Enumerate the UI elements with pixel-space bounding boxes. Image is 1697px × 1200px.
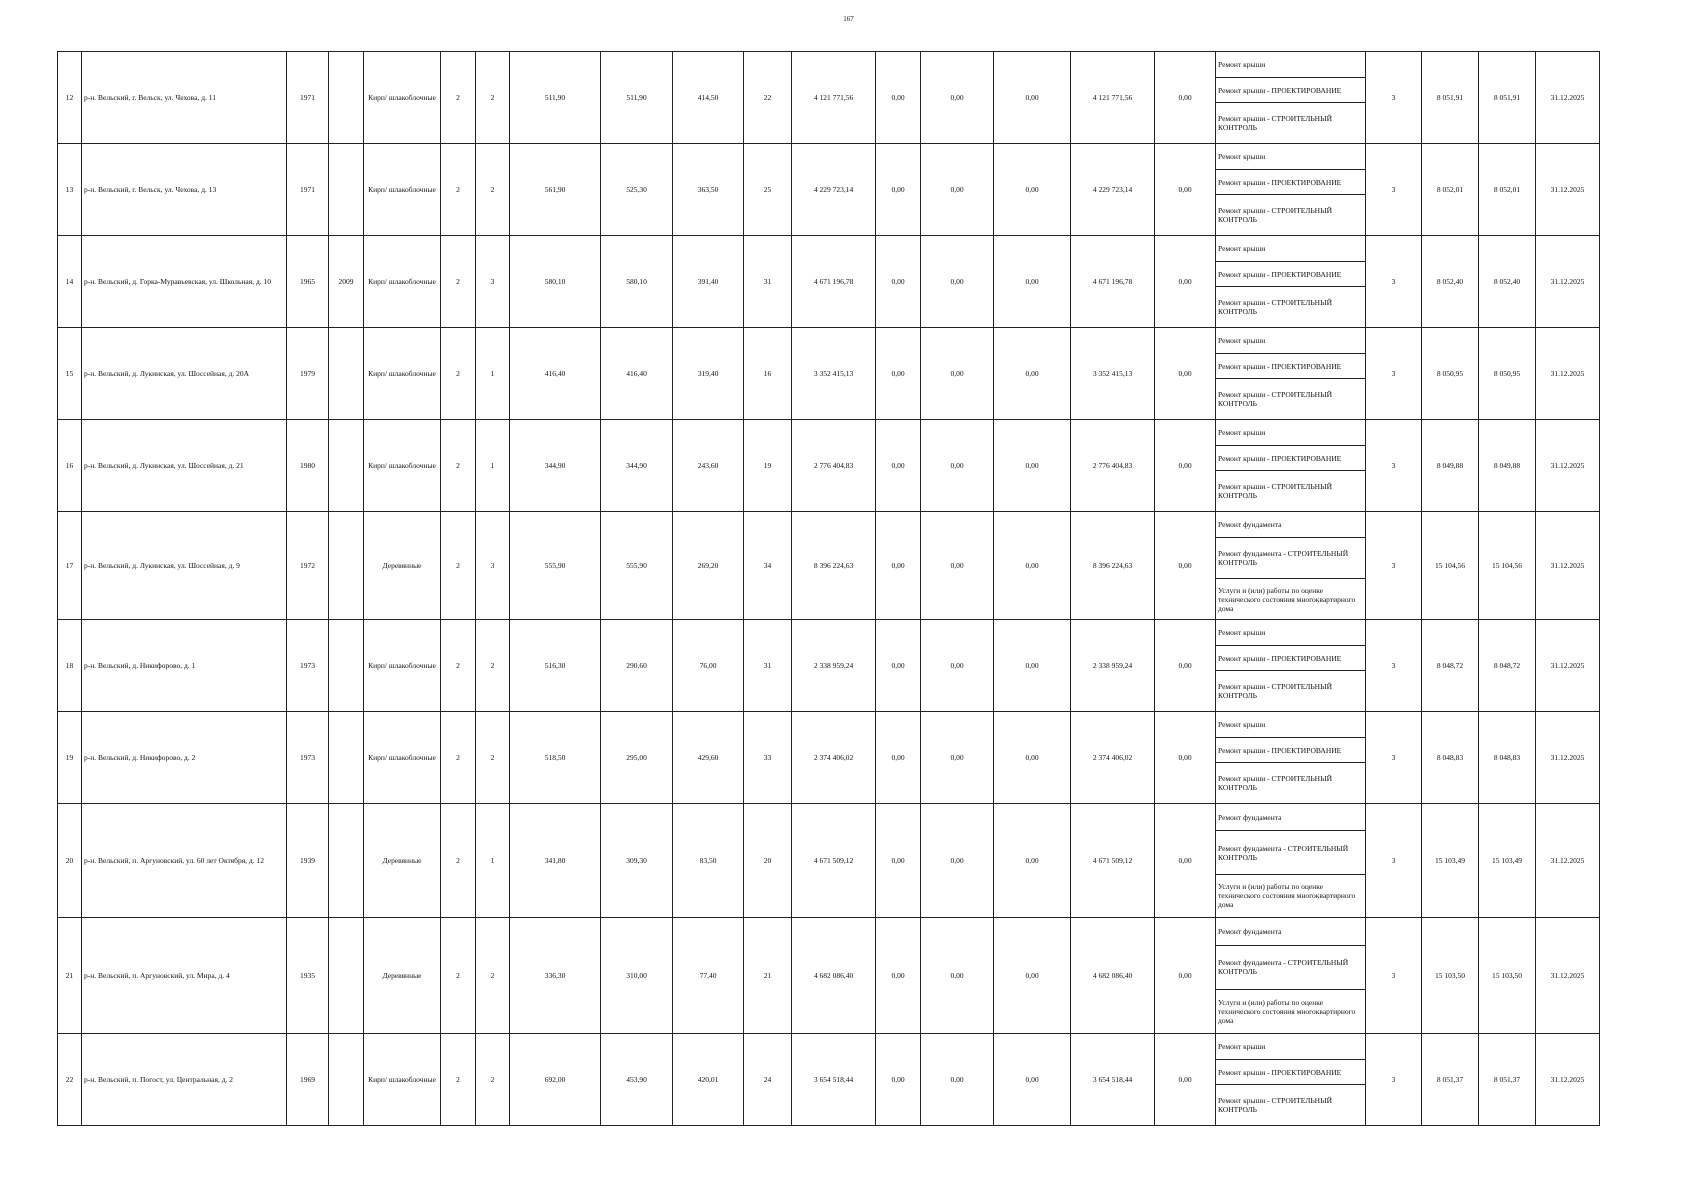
fund-federal-cell: 0,00 [876, 804, 921, 918]
unit-count-cell: 3 [1366, 918, 1422, 1034]
entrances-cell: 1 [476, 804, 510, 918]
unit-count-cell: 3 [1366, 712, 1422, 804]
max-unit-cost-cell: 15 103,50 [1479, 918, 1536, 1034]
year-repair-cell [329, 620, 364, 712]
unit-cost-cell: 15 103,49 [1422, 804, 1479, 918]
fund-owners-cell: 4 671 509,12 [1071, 804, 1155, 918]
work-type: Ремонт крыши [1218, 151, 1266, 161]
address-cell: р-н. Вельский, п. Аргуновский, ул. Мира, д. 4 [82, 918, 287, 1034]
fund-federal-cell: 0,00 [876, 144, 921, 236]
work-type: Ремонт крыши - ПРОЕКТИРОВАНИЕ [1216, 77, 1365, 103]
area-premises-cell: 290,60 [601, 620, 673, 712]
residents-cell: 25 [744, 144, 792, 236]
area-premises-cell: 511,90 [601, 52, 673, 144]
work-type: Ремонт крыши - ПРОЕКТИРОВАНИЕ [1216, 445, 1365, 471]
table-row [58, 420, 1600, 512]
unit-count-cell: 3 [1366, 52, 1422, 144]
fund-federal-cell: 0,00 [876, 52, 921, 144]
wall-material-cell: Деревянные [364, 804, 441, 918]
row-number-cell: 19 [58, 712, 82, 804]
area-total-cell: 341,80 [510, 804, 601, 918]
work-type: Ремонт крыши - ПРОЕКТИРОВАНИЕ [1216, 353, 1365, 379]
residents-cell: 33 [744, 712, 792, 804]
work-type: Услуги и (или) работы по оценке технического состояния многоквартирного дома [1216, 989, 1365, 1033]
address-cell: р-н. Вельский, г. Вельск, ул. Чехова, д. 11 [82, 52, 287, 144]
fund-regional-cell: 0,00 [921, 52, 994, 144]
work-type: Ремонт фундамента [1218, 926, 1282, 936]
work-type: Ремонт крыши - СТРОИТЕЛЬНЫЙ КОНТРОЛЬ [1216, 102, 1365, 143]
works-cell [1216, 328, 1366, 420]
fund-owners-cell: 2 374 406,02 [1071, 712, 1155, 804]
year-built-cell: 1980 [287, 420, 329, 512]
fund-other-cell: 0,00 [1155, 52, 1216, 144]
max-unit-cost-cell: 8 048,83 [1479, 712, 1536, 804]
residents-cell: 16 [744, 328, 792, 420]
work-type: Ремонт фундамента - СТРОИТЕЛЬНЫЙ КОНТРОЛЬ [1216, 830, 1365, 873]
fund-regional-cell: 0,00 [921, 420, 994, 512]
fund-other-cell: 0,00 [1155, 712, 1216, 804]
cost-total-cell: 4 229 723,14 [792, 144, 876, 236]
cost-total-cell: 2 374 406,02 [792, 712, 876, 804]
unit-cost-cell: 15 103,50 [1422, 918, 1479, 1034]
year-repair-cell [329, 804, 364, 918]
residents-cell: 34 [744, 512, 792, 620]
area-premises-cell: 310,00 [601, 918, 673, 1034]
cost-total-cell: 4 671 509,12 [792, 804, 876, 918]
work-type: Ремонт крыши - ПРОЕКТИРОВАНИЕ [1216, 261, 1365, 287]
fund-federal-cell: 0,00 [876, 620, 921, 712]
entrances-cell: 1 [476, 420, 510, 512]
work-type: Ремонт крыши [1218, 627, 1266, 637]
year-repair-cell [329, 420, 364, 512]
work-type: Ремонт крыши - СТРОИТЕЛЬНЫЙ КОНТРОЛЬ [1216, 378, 1365, 419]
year-repair-cell [329, 328, 364, 420]
unit-count-cell: 3 [1366, 420, 1422, 512]
floors-cell: 2 [441, 328, 476, 420]
max-unit-cost-cell: 8 049,88 [1479, 420, 1536, 512]
residents-cell: 19 [744, 420, 792, 512]
row-number-cell: 20 [58, 804, 82, 918]
entrances-cell: 3 [476, 512, 510, 620]
row-number-cell: 17 [58, 512, 82, 620]
work-type: Ремонт фундамента [1218, 520, 1282, 529]
address-cell: р-н. Вельский, д. Лукинская, ул. Шоссейная, д. 9 [82, 512, 287, 620]
unit-count-cell: 3 [1366, 328, 1422, 420]
year-repair-cell [329, 512, 364, 620]
unit-cost-cell: 8 050,95 [1422, 328, 1479, 420]
address-cell: р-н. Вельский, г. Вельск, ул. Чехова, д. 13 [82, 144, 287, 236]
work-type: Ремонт крыши - ПРОЕКТИРОВАНИЕ [1216, 737, 1365, 763]
max-unit-cost-cell: 8 052,40 [1479, 236, 1536, 328]
deadline-cell: 31.12.2025 [1536, 1034, 1600, 1126]
deadline-cell: 31.12.2025 [1536, 918, 1600, 1034]
residents-cell: 31 [744, 620, 792, 712]
area-premises-cell: 453,90 [601, 1034, 673, 1126]
floors-cell: 2 [441, 620, 476, 712]
table-row [58, 804, 1600, 918]
work-type: Ремонт крыши [1218, 335, 1266, 345]
fund-other-cell: 0,00 [1155, 328, 1216, 420]
floors-cell: 2 [441, 420, 476, 512]
area-residential-cell: 420,01 [673, 1034, 744, 1126]
entrances-cell: 2 [476, 620, 510, 712]
work-type: Ремонт крыши - СТРОИТЕЛЬНЫЙ КОНТРОЛЬ [1216, 762, 1365, 803]
fund-local-cell: 0,00 [994, 512, 1071, 620]
wall-material-cell: Кирп/ шлакоблочные [364, 620, 441, 712]
max-unit-cost-cell: 8 051,91 [1479, 52, 1536, 144]
unit-cost-cell: 8 048,72 [1422, 620, 1479, 712]
table-row [58, 1034, 1600, 1126]
max-unit-cost-cell: 8 051,37 [1479, 1034, 1536, 1126]
area-total-cell: 516,30 [510, 620, 601, 712]
residents-cell: 24 [744, 1034, 792, 1126]
work-type: Ремонт крыши [1218, 59, 1266, 69]
address-cell: р-н. Вельский, д. Горка-Муравьевская, ул. Школьная, д. 10 [82, 236, 287, 328]
unit-count-cell: 3 [1366, 144, 1422, 236]
fund-federal-cell: 0,00 [876, 918, 921, 1034]
fund-regional-cell: 0,00 [921, 512, 994, 620]
unit-cost-cell: 8 049,88 [1422, 420, 1479, 512]
wall-material-cell: Кирп/ шлакоблочные [364, 52, 441, 144]
work-type: Ремонт крыши - ПРОЕКТИРОВАНИЕ [1216, 645, 1365, 671]
address-cell: р-н. Вельский, д. Лукинская, ул. Шоссейная, д. 20А [82, 328, 287, 420]
residents-cell: 22 [744, 52, 792, 144]
area-total-cell: 580,10 [510, 236, 601, 328]
area-residential-cell: 414,50 [673, 52, 744, 144]
year-built-cell: 1973 [287, 620, 329, 712]
work-type: Ремонт крыши - ПРОЕКТИРОВАНИЕ [1216, 1059, 1365, 1085]
work-type: Ремонт крыши - СТРОИТЕЛЬНЫЙ КОНТРОЛЬ [1216, 470, 1365, 511]
address-cell: р-н. Вельский, п. Аргуновский, ул. 60 лет Октября, д. 12 [82, 804, 287, 918]
fund-local-cell: 0,00 [994, 328, 1071, 420]
year-repair-cell [329, 144, 364, 236]
address-cell: р-н. Вельский, д. Лукинская, ул. Шоссейная, д. 21 [82, 420, 287, 512]
deadline-cell: 31.12.2025 [1536, 328, 1600, 420]
works-cell [1216, 712, 1366, 804]
row-number-cell: 16 [58, 420, 82, 512]
fund-owners-cell: 8 396 224,63 [1071, 512, 1155, 620]
table-row [58, 918, 1600, 1034]
row-number-cell: 12 [58, 52, 82, 144]
address-cell: р-н. Вельский, п. Погост, ул. Центральная, д. 2 [82, 1034, 287, 1126]
row-number-cell: 21 [58, 918, 82, 1034]
fund-owners-cell: 4 121 771,56 [1071, 52, 1155, 144]
fund-owners-cell: 3 352 415,13 [1071, 328, 1155, 420]
area-premises-cell: 344,90 [601, 420, 673, 512]
fund-owners-cell: 4 229 723,14 [1071, 144, 1155, 236]
table-row [58, 144, 1600, 236]
entrances-cell: 2 [476, 918, 510, 1034]
year-repair-cell [329, 1034, 364, 1126]
floors-cell: 2 [441, 236, 476, 328]
unit-cost-cell: 8 051,37 [1422, 1034, 1479, 1126]
works-cell [1216, 512, 1366, 620]
entrances-cell: 2 [476, 52, 510, 144]
deadline-cell: 31.12.2025 [1536, 236, 1600, 328]
area-residential-cell: 363,50 [673, 144, 744, 236]
floors-cell: 2 [441, 712, 476, 804]
unit-cost-cell: 8 051,91 [1422, 52, 1479, 144]
unit-cost-cell: 8 048,83 [1422, 712, 1479, 804]
area-residential-cell: 429,60 [673, 712, 744, 804]
unit-count-cell: 3 [1366, 1034, 1422, 1126]
cost-total-cell: 3 654 518,44 [792, 1034, 876, 1126]
table-row [58, 52, 1600, 144]
address-cell: р-н. Вельский, д. Никифорово, д. 1 [82, 620, 287, 712]
fund-local-cell: 0,00 [994, 144, 1071, 236]
fund-other-cell: 0,00 [1155, 1034, 1216, 1126]
area-total-cell: 555,90 [510, 512, 601, 620]
unit-cost-cell: 8 052,40 [1422, 236, 1479, 328]
works-cell [1216, 420, 1366, 512]
area-total-cell: 511,90 [510, 52, 601, 144]
floors-cell: 2 [441, 52, 476, 144]
unit-count-cell: 3 [1366, 620, 1422, 712]
wall-material-cell: Кирп/ шлакоблочные [364, 236, 441, 328]
wall-material-cell: Кирп/ шлакоблочные [364, 712, 441, 804]
work-type: Ремонт крыши [1218, 243, 1266, 253]
area-residential-cell: 77,40 [673, 918, 744, 1034]
deadline-cell: 31.12.2025 [1536, 804, 1600, 918]
year-built-cell: 1965 [287, 236, 329, 328]
max-unit-cost-cell: 15 104,56 [1479, 512, 1536, 620]
deadline-cell: 31.12.2025 [1536, 712, 1600, 804]
work-type: Ремонт крыши - СТРОИТЕЛЬНЫЙ КОНТРОЛЬ [1216, 1084, 1365, 1125]
entrances-cell: 1 [476, 328, 510, 420]
works-cell [1216, 804, 1366, 918]
fund-federal-cell: 0,00 [876, 328, 921, 420]
area-premises-cell: 580,10 [601, 236, 673, 328]
fund-regional-cell: 0,00 [921, 804, 994, 918]
cost-total-cell: 4 121 771,56 [792, 52, 876, 144]
row-number-cell: 22 [58, 1034, 82, 1126]
fund-local-cell: 0,00 [994, 1034, 1071, 1126]
cost-total-cell: 4 682 086,40 [792, 918, 876, 1034]
fund-local-cell: 0,00 [994, 420, 1071, 512]
area-premises-cell: 416,40 [601, 328, 673, 420]
cost-total-cell: 4 671 196,78 [792, 236, 876, 328]
fund-regional-cell: 0,00 [921, 712, 994, 804]
year-built-cell: 1969 [287, 1034, 329, 1126]
work-type: Ремонт фундамента - СТРОИТЕЛЬНЫЙ КОНТРОЛЬ [1216, 945, 1365, 989]
floors-cell: 2 [441, 918, 476, 1034]
area-residential-cell: 243,60 [673, 420, 744, 512]
fund-regional-cell: 0,00 [921, 236, 994, 328]
area-total-cell: 692,00 [510, 1034, 601, 1126]
work-type: Ремонт крыши - СТРОИТЕЛЬНЫЙ КОНТРОЛЬ [1216, 286, 1365, 327]
fund-other-cell: 0,00 [1155, 420, 1216, 512]
work-type: Ремонт крыши - СТРОИТЕЛЬНЫЙ КОНТРОЛЬ [1216, 194, 1365, 235]
area-premises-cell: 525,30 [601, 144, 673, 236]
year-repair-cell: 2009 [329, 236, 364, 328]
area-residential-cell: 319,40 [673, 328, 744, 420]
year-built-cell: 1972 [287, 512, 329, 620]
fund-owners-cell: 2 338 959,24 [1071, 620, 1155, 712]
entrances-cell: 3 [476, 236, 510, 328]
year-built-cell: 1935 [287, 918, 329, 1034]
year-repair-cell [329, 52, 364, 144]
residents-cell: 31 [744, 236, 792, 328]
fund-other-cell: 0,00 [1155, 236, 1216, 328]
year-built-cell: 1971 [287, 144, 329, 236]
area-residential-cell: 269,20 [673, 512, 744, 620]
year-repair-cell [329, 918, 364, 1034]
area-residential-cell: 83,50 [673, 804, 744, 918]
entrances-cell: 2 [476, 144, 510, 236]
fund-federal-cell: 0,00 [876, 420, 921, 512]
fund-owners-cell: 2 776 404,83 [1071, 420, 1155, 512]
works-cell [1216, 52, 1366, 144]
max-unit-cost-cell: 8 048,72 [1479, 620, 1536, 712]
table-row [58, 620, 1600, 712]
fund-regional-cell: 0,00 [921, 144, 994, 236]
floors-cell: 2 [441, 512, 476, 620]
wall-material-cell: Кирп/ шлакоблочные [364, 420, 441, 512]
table-row [58, 512, 1600, 620]
works-cell [1216, 620, 1366, 712]
fund-local-cell: 0,00 [994, 712, 1071, 804]
deadline-cell: 31.12.2025 [1536, 52, 1600, 144]
max-unit-cost-cell: 15 103,49 [1479, 804, 1536, 918]
fund-federal-cell: 0,00 [876, 236, 921, 328]
fund-other-cell: 0,00 [1155, 512, 1216, 620]
unit-cost-cell: 15 104,56 [1422, 512, 1479, 620]
works-cell [1216, 1034, 1366, 1126]
table-row [58, 236, 1600, 328]
deadline-cell: 31.12.2025 [1536, 144, 1600, 236]
work-type: Услуги и (или) работы по оценке технического состояния многоквартирного дома [1216, 578, 1365, 619]
fund-local-cell: 0,00 [994, 804, 1071, 918]
fund-other-cell: 0,00 [1155, 144, 1216, 236]
fund-other-cell: 0,00 [1155, 804, 1216, 918]
area-total-cell: 336,30 [510, 918, 601, 1034]
row-number-cell: 18 [58, 620, 82, 712]
fund-federal-cell: 0,00 [876, 1034, 921, 1126]
works-cell [1216, 918, 1366, 1034]
entrances-cell: 2 [476, 712, 510, 804]
max-unit-cost-cell: 8 052,01 [1479, 144, 1536, 236]
wall-material-cell: Деревянные [364, 918, 441, 1034]
fund-federal-cell: 0,00 [876, 712, 921, 804]
fund-federal-cell: 0,00 [876, 512, 921, 620]
year-built-cell: 1971 [287, 52, 329, 144]
area-total-cell: 561,90 [510, 144, 601, 236]
row-number-cell: 15 [58, 328, 82, 420]
area-total-cell: 518,50 [510, 712, 601, 804]
cost-total-cell: 2 776 404,83 [792, 420, 876, 512]
fund-local-cell: 0,00 [994, 52, 1071, 144]
area-premises-cell: 295,00 [601, 712, 673, 804]
cost-total-cell: 3 352 415,13 [792, 328, 876, 420]
fund-owners-cell: 4 671 196,78 [1071, 236, 1155, 328]
floors-cell: 2 [441, 144, 476, 236]
wall-material-cell: Кирп/ шлакоблочные [364, 144, 441, 236]
works-cell [1216, 236, 1366, 328]
area-residential-cell: 76,00 [673, 620, 744, 712]
deadline-cell: 31.12.2025 [1536, 620, 1600, 712]
work-type: Ремонт крыши [1218, 719, 1266, 729]
fund-other-cell: 0,00 [1155, 620, 1216, 712]
cost-total-cell: 8 396 224,63 [792, 512, 876, 620]
deadline-cell: 31.12.2025 [1536, 512, 1600, 620]
works-cell [1216, 144, 1366, 236]
repair-program-table [57, 51, 1600, 1126]
area-total-cell: 416,40 [510, 328, 601, 420]
deadline-cell: 31.12.2025 [1536, 420, 1600, 512]
work-type: Ремонт крыши - ПРОЕКТИРОВАНИЕ [1216, 169, 1365, 195]
year-built-cell: 1979 [287, 328, 329, 420]
cost-total-cell: 2 338 959,24 [792, 620, 876, 712]
fund-local-cell: 0,00 [994, 236, 1071, 328]
fund-owners-cell: 3 654 518,44 [1071, 1034, 1155, 1126]
fund-owners-cell: 4 682 086,40 [1071, 918, 1155, 1034]
unit-count-cell: 3 [1366, 804, 1422, 918]
address-cell: р-н. Вельский, д. Никифорово, д. 2 [82, 712, 287, 804]
fund-local-cell: 0,00 [994, 918, 1071, 1034]
fund-regional-cell: 0,00 [921, 620, 994, 712]
wall-material-cell: Деревянные [364, 512, 441, 620]
area-residential-cell: 391,40 [673, 236, 744, 328]
area-premises-cell: 309,30 [601, 804, 673, 918]
fund-regional-cell: 0,00 [921, 1034, 994, 1126]
entrances-cell: 2 [476, 1034, 510, 1126]
work-type: Ремонт крыши [1218, 427, 1266, 437]
wall-material-cell: Кирп/ шлакоблочные [364, 1034, 441, 1126]
page-number: 167 [843, 15, 854, 23]
fund-local-cell: 0,00 [994, 620, 1071, 712]
fund-regional-cell: 0,00 [921, 918, 994, 1034]
year-built-cell: 1973 [287, 712, 329, 804]
work-type: Услуги и (или) работы по оценке технического состояния многоквартирного дома [1216, 874, 1365, 917]
unit-count-cell: 3 [1366, 512, 1422, 620]
row-number-cell: 14 [58, 236, 82, 328]
work-type: Ремонт фундамента [1218, 812, 1282, 822]
table-row [58, 328, 1600, 420]
area-total-cell: 344,90 [510, 420, 601, 512]
work-type: Ремонт крыши [1218, 1041, 1266, 1051]
area-premises-cell: 555,90 [601, 512, 673, 620]
wall-material-cell: Кирп/ шлакоблочные [364, 328, 441, 420]
unit-count-cell: 3 [1366, 236, 1422, 328]
max-unit-cost-cell: 8 050,95 [1479, 328, 1536, 420]
floors-cell: 2 [441, 804, 476, 918]
row-number-cell: 13 [58, 144, 82, 236]
work-type: Ремонт крыши - СТРОИТЕЛЬНЫЙ КОНТРОЛЬ [1216, 670, 1365, 711]
unit-cost-cell: 8 052,01 [1422, 144, 1479, 236]
fund-regional-cell: 0,00 [921, 328, 994, 420]
fund-other-cell: 0,00 [1155, 918, 1216, 1034]
residents-cell: 20 [744, 804, 792, 918]
year-built-cell: 1939 [287, 804, 329, 918]
residents-cell: 21 [744, 918, 792, 1034]
floors-cell: 2 [441, 1034, 476, 1126]
work-type: Ремонт фундамента - СТРОИТЕЛЬНЫЙ КОНТРОЛЬ [1216, 537, 1365, 578]
table-row [58, 712, 1600, 804]
year-repair-cell [329, 712, 364, 804]
